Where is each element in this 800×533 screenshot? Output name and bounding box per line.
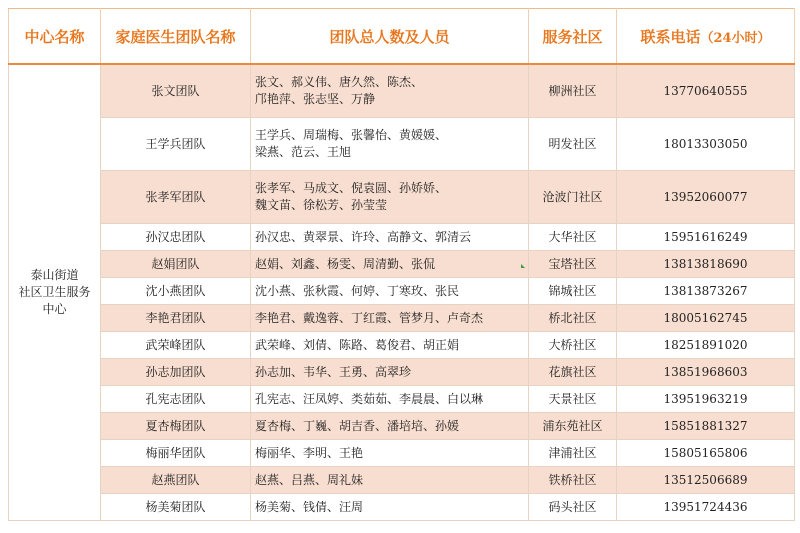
phone-cell: 15951616249 — [617, 224, 795, 251]
center-name-line: 泰山街道 — [30, 268, 79, 282]
phone-cell: 13813873267 — [617, 278, 795, 305]
members-line: 邝艳萍、张志坚、万静 — [255, 92, 376, 106]
team-name-cell: 赵燕团队 — [101, 467, 251, 494]
table-row — [9, 386, 795, 413]
members-cell: 武荣峰、刘倩、陈路、葛俊君、胡正娟 — [251, 332, 529, 359]
table-row — [9, 467, 795, 494]
members-cell: 赵娟、刘鑫、杨雯、周清勤、张侃 — [251, 251, 529, 278]
members-line: 张孝军、马成文、倪袁圆、孙娇娇、 — [255, 181, 448, 195]
team-name-cell: 武荣峰团队 — [101, 332, 251, 359]
table-row — [9, 332, 795, 359]
team-name-cell: 梅丽华团队 — [101, 440, 251, 467]
members-cell — [251, 64, 529, 118]
community-cell: 天景社区 — [529, 386, 617, 413]
members-line: 王学兵、周瑞梅、张馨怡、黄媛媛、 — [255, 128, 448, 142]
center-name-cell — [9, 64, 101, 521]
phone-cell: 13952060077 — [617, 171, 795, 224]
team-name-cell: 张文团队 — [101, 64, 251, 118]
header-community: 服务社区 — [529, 9, 617, 65]
team-name-cell: 杨美菊团队 — [101, 494, 251, 521]
members-line: 魏文苗、徐松芳、孙莹莹 — [255, 198, 388, 212]
members-cell: 李艳君、戴逸蓉、丁红霞、管梦月、卢奇杰 — [251, 305, 529, 332]
members-cell: 夏杏梅、丁巍、胡吉香、潘培培、孙媛 — [251, 413, 529, 440]
table-row — [9, 359, 795, 386]
header-phone-suffix: （24小时） — [700, 30, 771, 46]
phone-cell: 13813818690 — [617, 251, 795, 278]
team-name-cell: 孙汉忠团队 — [101, 224, 251, 251]
team-name-cell: 夏杏梅团队 — [101, 413, 251, 440]
community-cell: 浦东苑社区 — [529, 413, 617, 440]
phone-cell: 13951963219 — [617, 386, 795, 413]
phone-cell: 13851968603 — [617, 359, 795, 386]
community-cell: 宝塔社区 — [529, 251, 617, 278]
table-row — [9, 305, 795, 332]
team-name-cell: 赵娟团队 — [101, 251, 251, 278]
team-name-cell: 孙志加团队 — [101, 359, 251, 386]
phone-cell: 18251891020 — [617, 332, 795, 359]
phone-cell: 13770640555 — [617, 64, 795, 118]
members-cell: 梅丽华、李明、王艳 — [251, 440, 529, 467]
table-row — [9, 118, 795, 171]
members-cell: 沈小燕、张秋霞、何婷、丁寒玫、张民 — [251, 278, 529, 305]
members-cell — [251, 118, 529, 171]
table-row — [9, 64, 795, 118]
header-members: 团队总人数及人员 — [251, 9, 529, 65]
members-cell: 孔宪志、汪凤婷、类茹茹、李晨晨、白以琳 — [251, 386, 529, 413]
table-body — [9, 64, 795, 521]
header-phone — [617, 9, 795, 65]
center-name-line: 社区卫生服务 — [18, 285, 91, 299]
team-name-cell: 王学兵团队 — [101, 118, 251, 171]
table-row — [9, 278, 795, 305]
table-row — [9, 413, 795, 440]
header-phone-label: 联系电话 — [640, 27, 701, 46]
table-row — [9, 440, 795, 467]
community-cell: 桥北社区 — [529, 305, 617, 332]
community-cell: 码头社区 — [529, 494, 617, 521]
phone-cell: 15805165806 — [617, 440, 795, 467]
phone-cell: 18013303050 — [617, 118, 795, 171]
document — [8, 8, 794, 521]
phone-cell: 13951724436 — [617, 494, 795, 521]
members-cell: 杨美菊、钱倩、汪周 — [251, 494, 529, 521]
community-cell: 沧波门社区 — [529, 171, 617, 224]
community-cell: 柳洲社区 — [529, 64, 617, 118]
table-row — [9, 171, 795, 224]
team-name-cell: 李艳君团队 — [101, 305, 251, 332]
header-row — [9, 9, 795, 65]
table-row — [9, 494, 795, 521]
center-name-line: 中心 — [42, 302, 67, 316]
family-doctor-team-table — [8, 8, 795, 521]
table-row — [9, 224, 795, 251]
cell-comment-marker — [521, 264, 525, 268]
members-cell — [251, 171, 529, 224]
community-cell: 花旗社区 — [529, 359, 617, 386]
members-line: 梁燕、范云、王旭 — [255, 145, 352, 159]
team-name-cell: 沈小燕团队 — [101, 278, 251, 305]
members-cell: 赵燕、吕燕、周礼妹 — [251, 467, 529, 494]
team-name-cell: 孔宪志团队 — [101, 386, 251, 413]
phone-cell: 13512506689 — [617, 467, 795, 494]
community-cell: 津浦社区 — [529, 440, 617, 467]
members-cell: 孙汉忠、黄翠景、许玲、高静文、郭清云 — [251, 224, 529, 251]
members-line: 张文、郝义伟、唐久然、陈杰、 — [255, 75, 424, 89]
team-name-cell: 张孝军团队 — [101, 171, 251, 224]
members-cell: 孙志加、韦华、王勇、高翠珍 — [251, 359, 529, 386]
header-center: 中心名称 — [9, 9, 101, 65]
phone-cell: 15851881327 — [617, 413, 795, 440]
table-row — [9, 251, 795, 278]
community-cell: 锦城社区 — [529, 278, 617, 305]
table-header — [9, 9, 795, 65]
header-team-name: 家庭医生团队名称 — [101, 9, 251, 65]
community-cell: 大华社区 — [529, 224, 617, 251]
community-cell: 大桥社区 — [529, 332, 617, 359]
community-cell: 铁桥社区 — [529, 467, 617, 494]
community-cell: 明发社区 — [529, 118, 617, 171]
phone-cell: 18005162745 — [617, 305, 795, 332]
